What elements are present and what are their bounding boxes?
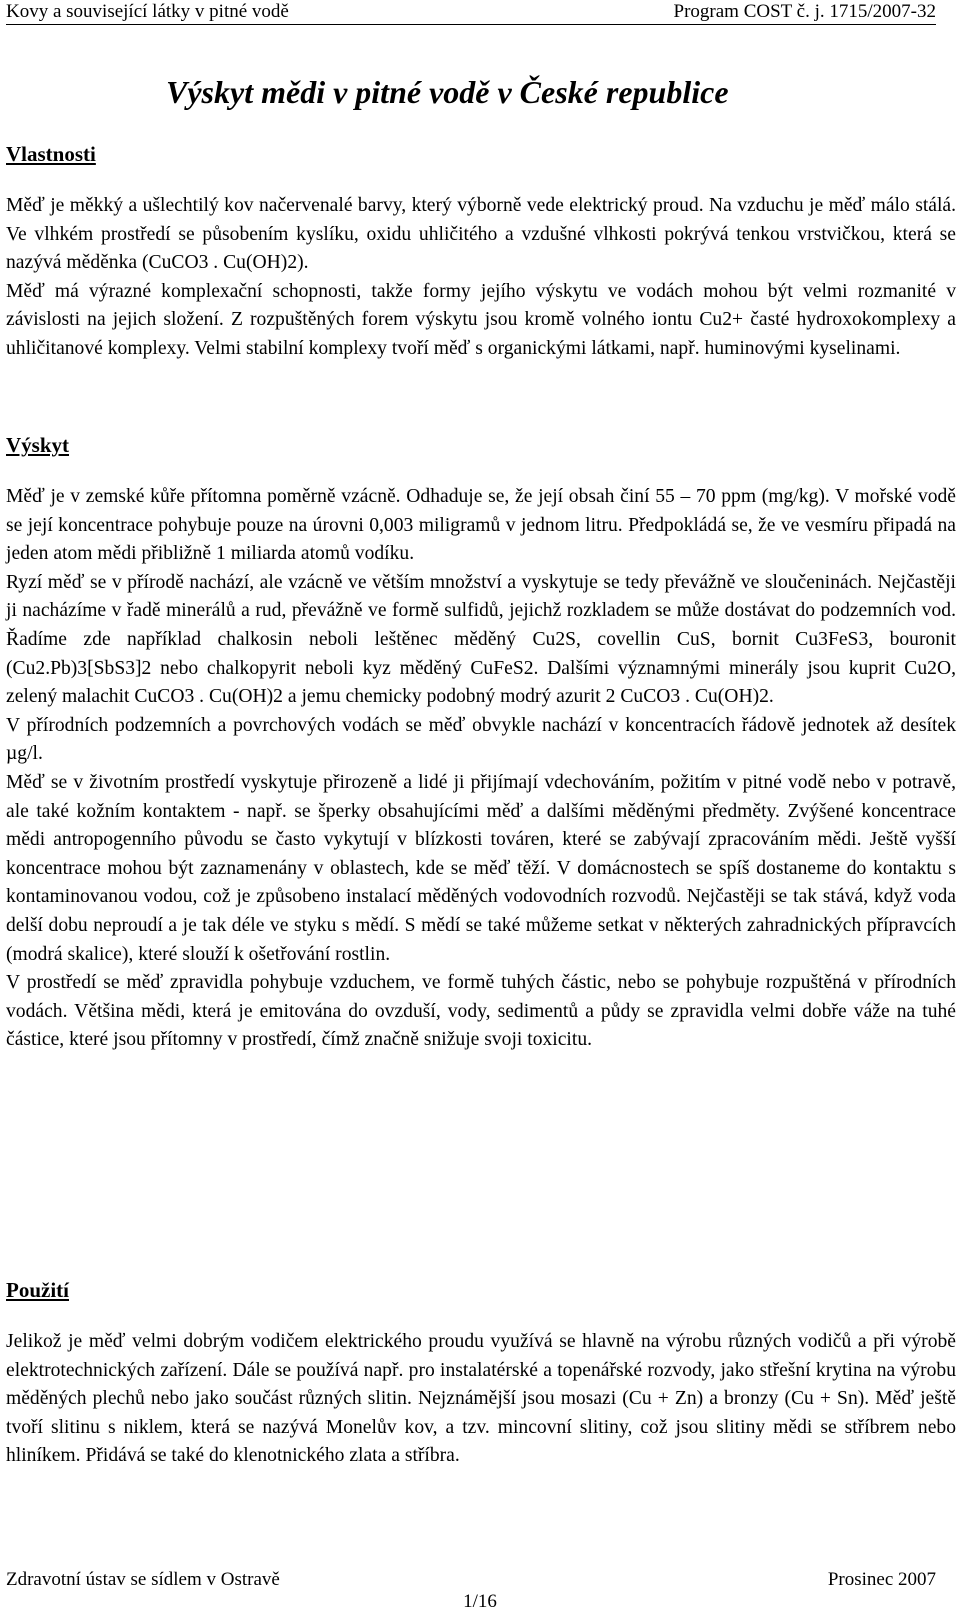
section-body-pouziti: [6, 1328, 956, 1471]
paragraph: Ryzí měď se v přírodě nachází, ale vzácně ve větším množství a vyskytuje se tedy převážně ve sloučeninách. Nejčastěji ji nacházíme v řadě minerálů a rud, převážně ve formě sulfidů, jejichž rozkladem se může dostávat do podzemních vod. Řadíme zde například chalkosin neboli leštěnec měděný Cu2S, covellin CuS, bornit Cu3FeS3, bouronit (Cu2.Pb)3[SbS3]2 nebo chalkopyrit neboli kyz měděný CuFeS2. Dalšími významnými minerály jsou kuprit Cu2O, zelený malachit CuCO3 . Cu(OH)2 a jemu chemicky podobný modrý azurit 2 CuCO3 . Cu(OH)2.: [6, 571, 956, 708]
page-header: [6, 0, 936, 25]
page-title: Výskyt mědi v pitné vodě v České republice: [166, 74, 729, 110]
section-heading-pouziti: Použití: [6, 1278, 69, 1302]
section-body-vlastnosti: [6, 192, 956, 364]
paragraph: Jelikož je měď velmi dobrým vodičem elektrického proudu využívá se hlavně na výrobu různých vodičů a při výrobě elektrotechnických zařízení. Dále se používá např. pro instalatérské a topenářské rozvody, jako střešní krytina na výrobu měděných plechů nebo jako součást různých slitin. Nejznámější jsou mosazi (Cu + Zn) a bronzy (Cu + Sn). Měď ještě tvoří slitinu s niklem, která se nazývá Monelův kov, a tzv. mincovní slitiny, což jsou slitiny mědi se stříbrem nebo hliníkem. Přidává se také do klenotnického zlata a stříbra.: [6, 1331, 956, 1467]
page-number: 1/16: [463, 1591, 497, 1612]
section-heading-vyskyt: Výskyt: [6, 433, 70, 457]
paragraph: Měď se v životním prostředí vyskytuje přirozeně a lidé ji přijímají vdechováním, požitím v pitné vodě nebo v potravě, ale také kožním kontaktem - např. se šperky obsahujícími měď a dalšími měděnými předměty. Zvýšené koncentrace mědi antropogenního původu se často vykytují v blízkosti továren, které se zabývají zpracováním mědi. Ještě vyšší koncentrace mohou být zaznamenány v oblastech, kde se měď těží. V domácnostech se spíš dostaneme do kontaktu s kontaminovanou vodou, což je způsobeno instalací měděných vodovodních rozvodů. Nejčastěji se tak stává, když voda delší dobu neproudí a je tak déle ve styku s mědí. S mědí se také můžeme setkat v některých zahradnických přípravcích (modrá skalice), které slouží k ošetřování rostlin.: [6, 771, 956, 965]
paragraph: V prostředí se měď zpravidla pohybuje vzduchem, ve formě tuhých částic, nebo se pohybuje rozpuštěná v přírodních vodách. Většina mědi, která je emitována do ovzduší, vody, sedimentů a půdy se zpravidla velmi dobře váže na tuhé částice, které jsou přítomny v prostředí, čímž značně snižuje svoji toxicitu.: [6, 972, 956, 1051]
header-document-title: Kovy a související látky v pitné vodě: [6, 1, 289, 22]
header-program-id: Program COST č. j. 1715/2007-32: [673, 1, 936, 22]
footer-institution: Zdravotní ústav se sídlem v Ostravě: [6, 1569, 280, 1590]
paragraph: Měď je v zemské kůře přítomna poměrně vzácně. Odhaduje se, že její obsah činí 55 – 70 ppm (mg/kg). V mořské vodě se její koncentrace pohybuje pouze na úrovni 0,003 miligramů v jednom litru. Předpokládá se, že ve vesmíru připadá na jeden atom mědi přibližně 1 miliarda atomů vodíku.: [6, 486, 956, 565]
page-footer: [6, 1568, 936, 1592]
paragraph: Měď má výrazné komplexační schopnosti, takže formy jejího výskytu ve vodách mohou být velmi rozmanité v závislosti na jejich složení. Z rozpuštěných forem výskytu jsou kromě volného iontu Cu2+ časté hydroxokomplexy a uhličitanové komplexy. Velmi stabilní komplexy tvoří měď s organickými látkami, např. huminovými kyselinami.: [6, 280, 956, 359]
paragraph: V přírodních podzemních a povrchových vodách se měď obvykle nachází v koncentracích řádově jednotek až desítek µg/l.: [6, 714, 956, 765]
paragraph: Měď je měkký a ušlechtilý kov načervenalé barvy, který výborně vede elektrický proud. Na vzduchu je měď málo stálá. Ve vlhkém prostředí se působením kyslíku, oxidu uhličitého a vzdušné vlhkosti pokrývá tenkou vrstvičkou, která se nazývá měděnka (CuCO3 . Cu(OH)2).: [6, 195, 956, 274]
section-heading-vlastnosti: Vlastnosti: [6, 142, 96, 166]
footer-date: Prosinec 2007: [827, 1569, 936, 1590]
section-body-vyskyt: [6, 483, 956, 1055]
